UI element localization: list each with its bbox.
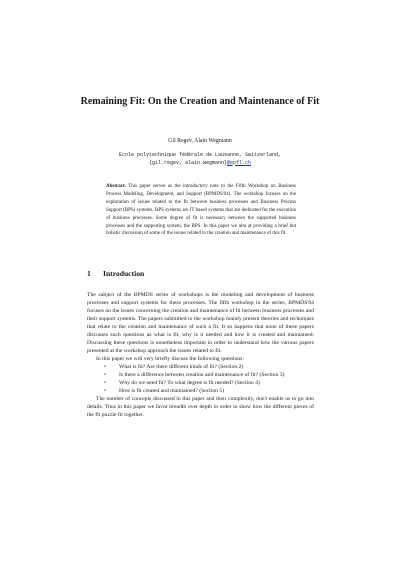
list-item <box>104 379 314 387</box>
list-item <box>104 387 314 395</box>
affiliation-line: Ecole polytechnique fédérale de Lausanne, Switzerland, <box>118 152 282 158</box>
list-item-text: Is there a difference between creation and maintenance of fit? (Section 3) <box>119 372 285 378</box>
list-item-text: Why do we need fit? To what degree is fit needed? (Section 4) <box>119 380 260 386</box>
bullet-icon: • <box>104 388 106 394</box>
list-item-text: How is fit created and maintained? (Section 5) <box>119 388 225 394</box>
paragraph: In this paper we will very briefly discuss the following questions: <box>96 356 244 362</box>
paper-title: Remaining Fit: On the Creation and Maintenance of Fit <box>80 96 320 107</box>
abstract <box>106 183 296 238</box>
section-title: Introduction <box>103 269 145 278</box>
section-number: 1 <box>87 269 91 278</box>
author-names: Gil Regev, Alain Wegmann <box>168 138 232 144</box>
question-list <box>87 363 314 395</box>
author-affiliation <box>70 152 330 167</box>
section-heading <box>87 269 144 278</box>
email-line <box>70 160 330 168</box>
list-item <box>104 371 314 379</box>
abstract-text: This paper serves as the introductory note to the Fifth Workshop on Business Process Modeling, Development, and Support (BPMDS'04). The workshop focuses on the exploration of issues related to the fit between business processes and Business Process Support (BPS) systems. BPS systems are IT based systems that are dedicated for the execution of business processes. Some degree of fit is necessary between the supported business processes and the supporting system, the BPS. In this paper we aim at providing a brief but holistic discussion of some of the issues related to the creation and maintenance of this fit. <box>106 184 296 237</box>
paragraph: The subject of the BPMDS series of workshops is the modeling and development of business processes and support systems for these processes. The fifth workshop in the series, BPMDS'04 focuses on the issues concerning the creation and maintenance of fit between business processes and their support systems. The papers submitted to the workshop mainly present theories and techniques that relate to the creation and maintenance of such a fit. It so happens that none of these papers discusses such questions as what is fit, why is it needed and how it is created and maintained. Discussing these questions is nonetheless important in order to understand how the various papers presented at the workshop approach the issues related to fit. <box>87 292 314 354</box>
paragraph: The number of concepts discussed in this paper and their complexity, don't enable us to go into details. Thus in this paper we favor breadth over depth in order to show how the different pieces of the fit puzzle fit together. <box>87 396 314 418</box>
list-item-text: What is fit? Are there different kinds of fit? (Section 2) <box>119 364 244 370</box>
email-domain-link[interactable]: @epfl.ch <box>227 159 252 166</box>
abstract-label: Abstract. <box>106 184 126 189</box>
list-item <box>104 363 314 371</box>
bullet-icon: • <box>104 380 106 386</box>
section-body <box>87 291 314 419</box>
bullet-icon: • <box>104 364 106 370</box>
bullet-icon: • <box>104 372 106 378</box>
email-addresses: {gil.regev, alain.wegmann} <box>148 159 227 166</box>
